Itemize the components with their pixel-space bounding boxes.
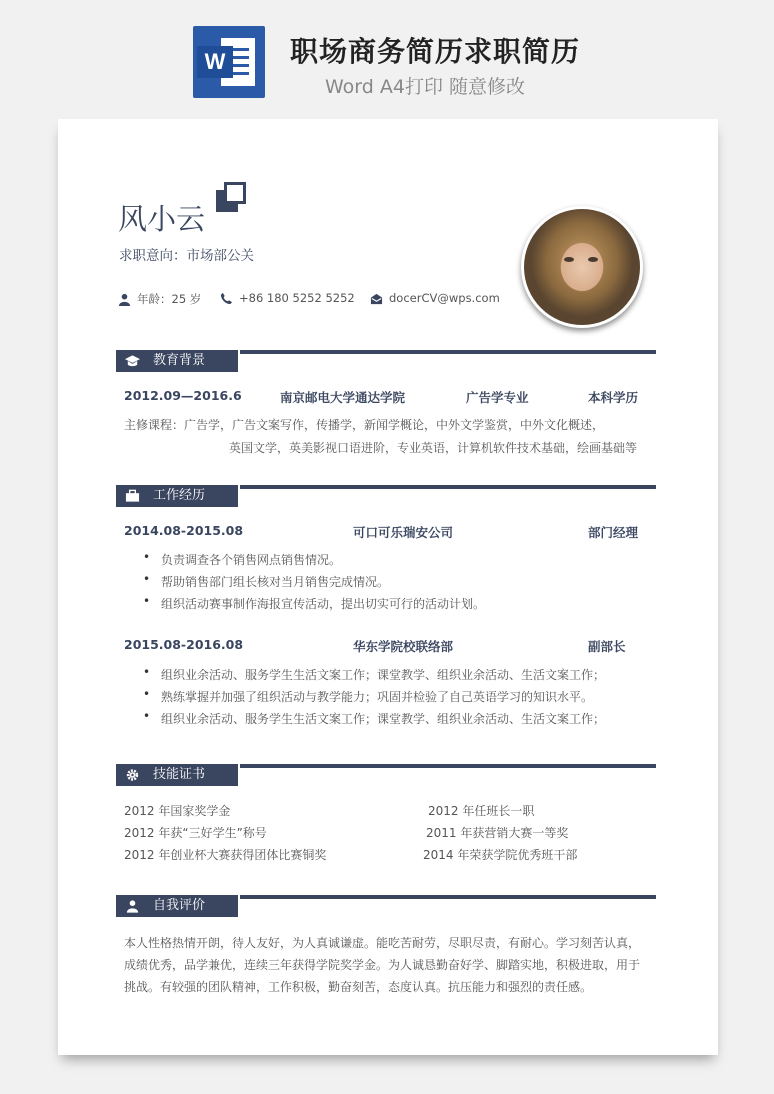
self-eval-line: 本人性格热情开朗，待人友好，为人真诚谦虚。能吃苦耐劳，尽职尽责，有耐心。学习刻苦认真， <box>124 936 641 950</box>
section-self-evaluation <box>116 895 656 917</box>
job-2-role: 副部长 <box>588 639 626 654</box>
gear-icon <box>125 768 140 782</box>
section-education <box>116 350 656 372</box>
email-text: docerCV@wps.com <box>389 291 500 305</box>
self-eval-line: 挑战。有较强的团队精神，工作积极，勤奋刻苦，态度认真。抗压能力和强烈的责任感。 <box>124 980 593 994</box>
education-courses-line1: 主修课程：广告学，广告文案写作，传播学，新闻学概论，中外文学鉴赏，中外文化概述， <box>124 418 605 432</box>
section-header-skills: 技能证书 <box>116 764 238 786</box>
job-1-role: 部门经理 <box>588 525 639 540</box>
banner-title: 职场商务简历求职简历 <box>290 35 581 68</box>
section-header-education: 教育背景 <box>116 350 238 372</box>
briefcase-icon <box>125 489 140 503</box>
candidate-name: 风小云 <box>118 202 206 236</box>
skill-item: 2012 年获“三好学生”称号 <box>124 826 267 840</box>
skill-item: 2012 年国家奖学金 <box>124 804 231 818</box>
section-rule <box>240 764 656 768</box>
job-2-company: 华东学院校联络部 <box>353 639 454 654</box>
skill-item: 2014 年荣获学院优秀班干部 <box>423 848 578 862</box>
avatar <box>521 206 643 328</box>
job-1-period: 2014.08-2015.08 <box>124 523 244 538</box>
skill-item: 2012 年任班长一职 <box>428 804 535 818</box>
section-rule <box>240 895 656 899</box>
skill-item: 2011 年获营销大赛一等奖 <box>426 826 569 840</box>
job-1-item: • 负责调查各个销售网点销售情况。 <box>161 551 341 568</box>
age-text: 年龄：25 岁 <box>137 292 202 306</box>
overlapping-squares-icon <box>216 182 248 214</box>
graduation-cap-icon <box>125 354 140 368</box>
mail-icon <box>370 292 383 305</box>
banner <box>0 0 774 118</box>
job-2-item: • 组织业余活动、服务学生生活文案工作；课堂教学、组织业余活动、生活文案工作； <box>161 710 605 727</box>
section-header-self-evaluation: 自我评价 <box>116 895 238 917</box>
education-school: 南京邮电大学通达学院 <box>280 390 406 405</box>
job-2-period: 2015.08-2016.08 <box>124 637 244 652</box>
resume-page <box>58 119 718 1055</box>
section-work <box>116 485 656 507</box>
word-logo-icon: W <box>193 26 265 98</box>
job-2-item: • 组织业余活动、服务学生生活文案工作；课堂教学、组织业余活动、生活文案工作； <box>161 666 605 683</box>
age-info <box>118 291 201 307</box>
job-2-item: • 熟练掌握并加强了组织活动与教学能力；巩固并检验了自己英语学习的知识水平。 <box>161 688 593 705</box>
job-1-company: 可口可乐瑞安公司 <box>353 525 454 540</box>
job-1-item: • 帮助销售部门组长核对当月销售完成情况。 <box>161 573 389 590</box>
section-rule <box>240 485 656 489</box>
phone-info <box>220 291 355 305</box>
phone-text: +86 180 5252 5252 <box>239 291 355 305</box>
section-skills <box>116 764 656 786</box>
education-period: 2012.09—2016.6 <box>124 388 242 403</box>
skill-item: 2012 年创业杯大赛获得团体比赛铜奖 <box>124 848 327 862</box>
section-header-work: 工作经历 <box>116 485 238 507</box>
education-degree: 本科学历 <box>588 390 639 405</box>
job-1-item: • 组织活动赛事制作海报宣传活动，提出切实可行的活动计划。 <box>161 595 485 612</box>
job-intent: 求职意向：市场部公关 <box>119 248 254 264</box>
portrait-photo <box>524 209 640 325</box>
email-info <box>370 291 500 305</box>
user-icon <box>118 293 131 306</box>
education-courses-line2: 英国文学，英美影视口语进阶，专业英语，计算机软件技术基础，绘画基础等 <box>229 441 638 455</box>
education-major: 广告学专业 <box>466 390 529 405</box>
banner-subtitle: Word A4打印 随意修改 <box>325 76 526 98</box>
self-eval-line: 成绩优秀，品学兼优，连续三年获得学院奖学金。为人诚恳勤奋好学、脚踏实地，积极进取，用于 <box>124 958 641 972</box>
section-rule <box>240 350 656 354</box>
person-icon <box>125 899 140 913</box>
phone-icon <box>220 292 233 305</box>
